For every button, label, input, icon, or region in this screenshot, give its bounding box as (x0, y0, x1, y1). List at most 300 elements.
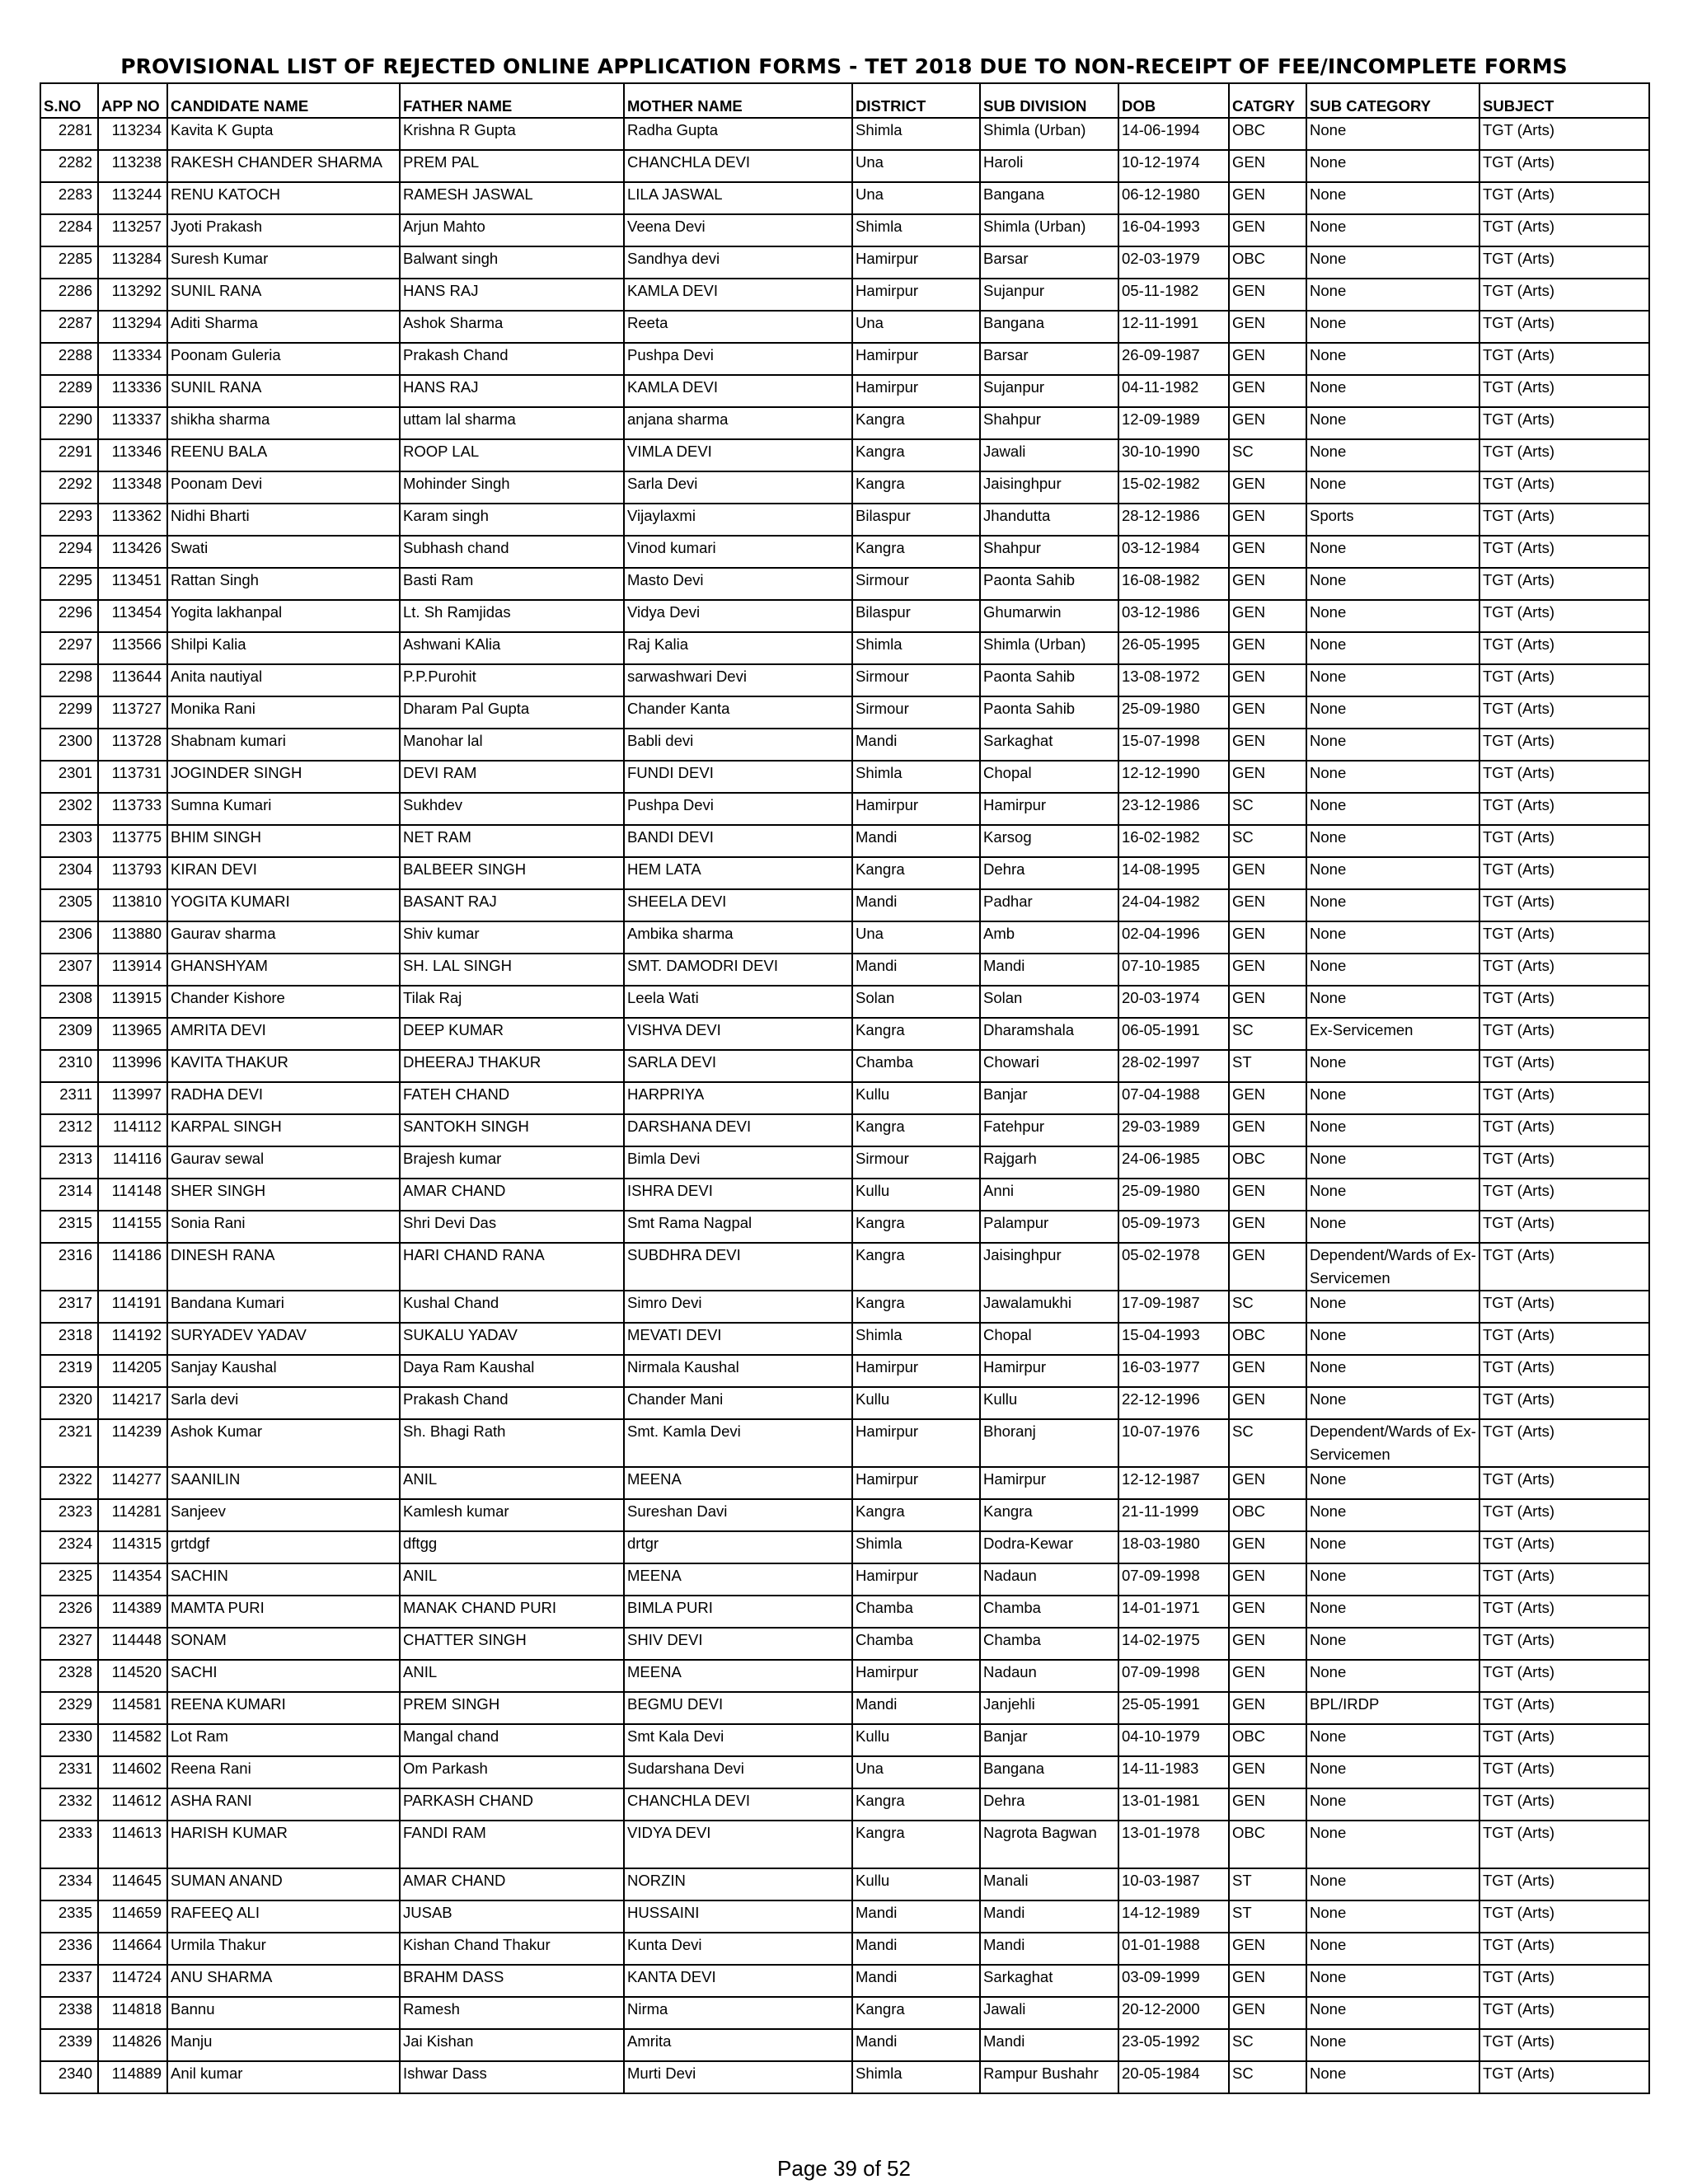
table-cell: None (1306, 568, 1479, 600)
table-row (40, 2029, 1649, 2061)
table-cell: Mandi (852, 954, 980, 986)
table-cell: RAKESH CHANDER SHARMA (167, 150, 400, 182)
table-cell: Shimla (852, 1323, 980, 1355)
table-cell: 2328 (40, 1660, 98, 1692)
table-cell: Nagrota Bagwan (980, 1821, 1118, 1868)
table-cell: 113336 (98, 375, 167, 407)
table-cell: Manali (980, 1868, 1118, 1900)
table-cell: 114582 (98, 1724, 167, 1756)
table-cell: TGT (Arts) (1479, 825, 1649, 857)
column-header: CANDIDATE NAME (167, 83, 400, 118)
table-cell: Kangra (852, 471, 980, 504)
table-cell: Shimla (852, 761, 980, 793)
table-cell: Nirma (624, 1997, 852, 2029)
table-cell: Haroli (980, 150, 1118, 182)
table-cell: Kangra (852, 1821, 980, 1868)
table-cell: Mandi (852, 1965, 980, 1997)
table-cell: Jyoti Prakash (167, 214, 400, 246)
table-cell: 113362 (98, 504, 167, 536)
table-cell: Paonta Sahib (980, 568, 1118, 600)
table-row (40, 1114, 1649, 1146)
table-row (40, 1179, 1649, 1211)
table-cell: Rampur Bushahr (980, 2061, 1118, 2093)
table-cell: Leela Wati (624, 986, 852, 1018)
table-cell: None (1306, 182, 1479, 214)
table-cell: Bhoranj (980, 1419, 1118, 1467)
table-cell: None (1306, 1596, 1479, 1628)
table-cell: Shimla (Urban) (980, 214, 1118, 246)
table-cell: Tilak Raj (400, 986, 624, 1018)
table-cell: None (1306, 1821, 1479, 1868)
table-row (40, 1692, 1649, 1724)
table-cell: 2334 (40, 1868, 98, 1900)
column-header: DOB (1118, 83, 1229, 118)
table-cell: Shilpi Kalia (167, 632, 400, 664)
table-cell: SC (1229, 2061, 1306, 2093)
table-cell: AMRITA DEVI (167, 1018, 400, 1050)
table-cell: Hamirpur (852, 246, 980, 279)
table-cell: Ashwani KAlia (400, 632, 624, 664)
table-cell: 03-12-1984 (1118, 536, 1229, 568)
table-cell: Kangra (852, 857, 980, 889)
table-cell: 113644 (98, 664, 167, 696)
table-cell: Kullu (852, 1868, 980, 1900)
column-header: SUBJECT (1479, 83, 1649, 118)
table-cell: SC (1229, 793, 1306, 825)
table-cell: P.P.Purohit (400, 664, 624, 696)
table-cell: Shahpur (980, 536, 1118, 568)
table-cell: 21-11-1999 (1118, 1499, 1229, 1531)
table-cell: Chamba (852, 1050, 980, 1082)
table-cell: Shimla (Urban) (980, 118, 1118, 150)
table-cell: GEN (1229, 600, 1306, 632)
table-cell: AMAR CHAND (400, 1179, 624, 1211)
table-cell: 02-04-1996 (1118, 921, 1229, 954)
table-cell: Kullu (852, 1179, 980, 1211)
table-cell: Mandi (852, 889, 980, 921)
table-cell: JUSAB (400, 1900, 624, 1933)
table-cell: TGT (Arts) (1479, 246, 1649, 279)
table-cell: TGT (Arts) (1479, 729, 1649, 761)
table-cell: VIDYA DEVI (624, 1821, 852, 1868)
table-cell: Kangra (852, 407, 980, 439)
table-cell: None (1306, 1997, 1479, 2029)
table-cell: 01-01-1988 (1118, 1933, 1229, 1965)
table-cell: None (1306, 729, 1479, 761)
table-cell: Ramesh (400, 1997, 624, 2029)
table-cell: GEN (1229, 182, 1306, 214)
table-cell: ASHA RANI (167, 1788, 400, 1821)
table-cell: ROOP LAL (400, 439, 624, 471)
table-row (40, 150, 1649, 182)
table-cell: Una (852, 921, 980, 954)
table-cell: 07-10-1985 (1118, 954, 1229, 986)
table-cell: TGT (Arts) (1479, 118, 1649, 150)
table-cell: Rattan Singh (167, 568, 400, 600)
table-cell: 114205 (98, 1355, 167, 1387)
table-cell: KAVITA THAKUR (167, 1050, 400, 1082)
table-cell: 2284 (40, 214, 98, 246)
table-cell: Sonia Rani (167, 1211, 400, 1243)
table-cell: Karam singh (400, 504, 624, 536)
table-cell: None (1306, 279, 1479, 311)
table-cell: Rajgarh (980, 1146, 1118, 1179)
table-cell: TGT (Arts) (1479, 889, 1649, 921)
table-cell: Kangra (852, 1499, 980, 1531)
table-cell: Hamirpur (980, 1355, 1118, 1387)
table-cell: 114724 (98, 1965, 167, 1997)
table-cell: Kangra (852, 536, 980, 568)
table-cell: MEENA (624, 1563, 852, 1596)
table-cell: KAMLA DEVI (624, 279, 852, 311)
table-cell: 14-12-1989 (1118, 1900, 1229, 1933)
table-cell: Manohar lal (400, 729, 624, 761)
table-cell: BRAHM DASS (400, 1965, 624, 1997)
table-cell: GEN (1229, 954, 1306, 986)
table-row (40, 761, 1649, 793)
table-cell: None (1306, 1628, 1479, 1660)
table-cell: Gaurav sewal (167, 1146, 400, 1179)
table-cell: Chopal (980, 761, 1118, 793)
table-cell: SHIV DEVI (624, 1628, 852, 1660)
table-cell: 2305 (40, 889, 98, 921)
table-cell: KARPAL SINGH (167, 1114, 400, 1146)
table-cell: VISHVA DEVI (624, 1018, 852, 1050)
table-cell: Hamirpur (980, 793, 1118, 825)
table-row (40, 2061, 1649, 2093)
table-cell: Anni (980, 1179, 1118, 1211)
table-cell: TGT (Arts) (1479, 1291, 1649, 1323)
table-cell: GHANSHYAM (167, 954, 400, 986)
table-cell: 23-05-1992 (1118, 2029, 1229, 2061)
table-cell: Ambika sharma (624, 921, 852, 954)
table-cell: Suresh Kumar (167, 246, 400, 279)
table-cell: 114191 (98, 1291, 167, 1323)
table-cell: 2320 (40, 1387, 98, 1419)
table-cell: Aditi Sharma (167, 311, 400, 343)
table-cell: 113257 (98, 214, 167, 246)
table-cell: NORZIN (624, 1868, 852, 1900)
table-cell: MANAK CHAND PURI (400, 1596, 624, 1628)
table-cell: Hamirpur (852, 1467, 980, 1499)
table-cell: Sirmour (852, 696, 980, 729)
table-cell: GEN (1229, 1660, 1306, 1692)
table-cell: TGT (Arts) (1479, 1146, 1649, 1179)
table-cell: Shiv kumar (400, 921, 624, 954)
table-cell: Kullu (852, 1724, 980, 1756)
table-cell: 2281 (40, 118, 98, 150)
table-cell: 113566 (98, 632, 167, 664)
table-cell: Smt. Kamla Devi (624, 1419, 852, 1467)
table-cell: HANS RAJ (400, 375, 624, 407)
table-cell: Hamirpur (852, 279, 980, 311)
table-cell: 2290 (40, 407, 98, 439)
table-cell: None (1306, 1387, 1479, 1419)
table-cell: 2285 (40, 246, 98, 279)
table-cell: 04-11-1982 (1118, 375, 1229, 407)
table-cell: GEN (1229, 889, 1306, 921)
table-cell: 2307 (40, 954, 98, 986)
table-cell: ST (1229, 1900, 1306, 1933)
table-row (40, 825, 1649, 857)
table-cell: 13-08-1972 (1118, 664, 1229, 696)
table-cell: 113426 (98, 536, 167, 568)
table-cell: JOGINDER SINGH (167, 761, 400, 793)
table-cell: TGT (Arts) (1479, 375, 1649, 407)
table-cell: 113915 (98, 986, 167, 1018)
table-cell: 2336 (40, 1933, 98, 1965)
table-cell: 2335 (40, 1900, 98, 1933)
table-cell: TGT (Arts) (1479, 761, 1649, 793)
table-row (40, 1788, 1649, 1821)
table-cell: SC (1229, 2029, 1306, 2061)
table-cell: Jaisinghpur (980, 471, 1118, 504)
table-cell: 114389 (98, 1596, 167, 1628)
table-cell: Jhandutta (980, 504, 1118, 536)
table-cell: Hamirpur (852, 1355, 980, 1387)
table-row (40, 1933, 1649, 1965)
table-cell: 2303 (40, 825, 98, 857)
table-cell: Dharam Pal Gupta (400, 696, 624, 729)
table-cell: Murti Devi (624, 2061, 852, 2093)
table-cell: Krishna R Gupta (400, 118, 624, 150)
table-cell: Urmila Thakur (167, 1933, 400, 1965)
table-cell: None (1306, 471, 1479, 504)
table-cell: Jawalamukhi (980, 1291, 1118, 1323)
table-cell: 13-01-1981 (1118, 1788, 1229, 1821)
table-cell: None (1306, 2029, 1479, 2061)
table-cell: None (1306, 1355, 1479, 1387)
table-cell: Banjar (980, 1724, 1118, 1756)
table-cell: SAANILIN (167, 1467, 400, 1499)
table-cell: 114645 (98, 1868, 167, 1900)
table-cell: Subhash chand (400, 536, 624, 568)
table-cell: Bangana (980, 311, 1118, 343)
table-cell: FATEH CHAND (400, 1082, 624, 1114)
table-cell: Mohinder Singh (400, 471, 624, 504)
table-cell: RADHA DEVI (167, 1082, 400, 1114)
table-cell: Chowari (980, 1050, 1118, 1082)
table-cell: DARSHANA DEVI (624, 1114, 852, 1146)
table-cell: 2286 (40, 279, 98, 311)
table-cell: Mandi (852, 2029, 980, 2061)
table-cell: 2282 (40, 150, 98, 182)
table-cell: CHATTER SINGH (400, 1628, 624, 1660)
table-row (40, 1243, 1649, 1291)
table-cell: Chander Kanta (624, 696, 852, 729)
table-cell: SC (1229, 1291, 1306, 1323)
table-cell: ST (1229, 1050, 1306, 1082)
table-row (40, 793, 1649, 825)
table-cell: 10-12-1974 (1118, 150, 1229, 182)
table-cell: 113914 (98, 954, 167, 986)
table-cell: GEN (1229, 1756, 1306, 1788)
table-cell: OBC (1229, 1724, 1306, 1756)
table-cell: TGT (Arts) (1479, 1050, 1649, 1082)
table-cell: Shimla (852, 1531, 980, 1563)
table-body (40, 118, 1649, 2093)
table-cell: TGT (Arts) (1479, 1114, 1649, 1146)
column-header: SUB CATEGORY (1306, 83, 1479, 118)
table-cell: Mandi (980, 2029, 1118, 2061)
table-cell: Shimla (852, 2061, 980, 2093)
table-cell: 2329 (40, 1692, 98, 1724)
table-row (40, 1467, 1649, 1499)
table-cell: Bilaspur (852, 504, 980, 536)
table-cell: 28-02-1997 (1118, 1050, 1229, 1082)
table-cell: anjana sharma (624, 407, 852, 439)
table-cell: Dodra-Kewar (980, 1531, 1118, 1563)
table-cell: Chamba (980, 1596, 1118, 1628)
table-cell: BASANT RAJ (400, 889, 624, 921)
table-cell: GEN (1229, 407, 1306, 439)
table-cell: RENU KATOCH (167, 182, 400, 214)
table-cell: grtdgf (167, 1531, 400, 1563)
table-cell: 114826 (98, 2029, 167, 2061)
table-cell: None (1306, 1050, 1479, 1082)
table-cell: None (1306, 1756, 1479, 1788)
table-cell: GEN (1229, 375, 1306, 407)
table-cell: GEN (1229, 1211, 1306, 1243)
table-cell: sarwashwari Devi (624, 664, 852, 696)
table-cell: Shimla (852, 118, 980, 150)
table-cell: 2297 (40, 632, 98, 664)
table-cell: Kangra (852, 1243, 980, 1291)
table-cell: 03-09-1999 (1118, 1965, 1229, 1997)
table-cell: TGT (Arts) (1479, 1211, 1649, 1243)
table-cell: Karsog (980, 825, 1118, 857)
table-cell: GEN (1229, 536, 1306, 568)
table-cell: REENA KUMARI (167, 1692, 400, 1724)
table-cell: None (1306, 118, 1479, 150)
table-cell: None (1306, 1965, 1479, 1997)
table-cell: TGT (Arts) (1479, 1596, 1649, 1628)
table-cell: Hamirpur (852, 1419, 980, 1467)
table-cell: 04-10-1979 (1118, 1724, 1229, 1756)
table-cell: Dharamshala (980, 1018, 1118, 1050)
table-cell: Chopal (980, 1323, 1118, 1355)
table-cell: None (1306, 793, 1479, 825)
table-cell: OBC (1229, 1146, 1306, 1179)
table-cell: TGT (Arts) (1479, 182, 1649, 214)
table-cell: Chamba (852, 1596, 980, 1628)
table-row (40, 311, 1649, 343)
table-cell: 114520 (98, 1660, 167, 1692)
table-cell: Amrita (624, 2029, 852, 2061)
table-cell: Shabnam kumari (167, 729, 400, 761)
table-cell: Reeta (624, 311, 852, 343)
table-cell: GEN (1229, 279, 1306, 311)
table-cell: 17-09-1987 (1118, 1291, 1229, 1323)
table-cell: Sh. Bhagi Rath (400, 1419, 624, 1467)
table-cell: 114612 (98, 1788, 167, 1821)
table-cell: DEEP KUMAR (400, 1018, 624, 1050)
table-row (40, 1018, 1649, 1050)
table-cell: 113284 (98, 246, 167, 279)
table-cell: CHANCHLA DEVI (624, 1788, 852, 1821)
table-cell: SC (1229, 1018, 1306, 1050)
table-cell: dftgg (400, 1531, 624, 1563)
table-cell: GEN (1229, 1355, 1306, 1387)
table-cell: Shimla (852, 214, 980, 246)
table-cell: 114116 (98, 1146, 167, 1179)
table-cell: Sirmour (852, 568, 980, 600)
table-cell: TGT (Arts) (1479, 1628, 1649, 1660)
table-cell: 10-07-1976 (1118, 1419, 1229, 1467)
table-cell: MEENA (624, 1660, 852, 1692)
table-cell: GEN (1229, 1788, 1306, 1821)
table-cell: 13-01-1978 (1118, 1821, 1229, 1868)
table-cell: Balwant singh (400, 246, 624, 279)
table-cell: Kunta Devi (624, 1933, 852, 1965)
table-cell: 16-08-1982 (1118, 568, 1229, 600)
table-cell: TGT (Arts) (1479, 1179, 1649, 1211)
table-row (40, 118, 1649, 150)
page-number: Page 39 of 52 (777, 2156, 911, 2181)
table-cell: 2306 (40, 921, 98, 954)
table-cell: DEVI RAM (400, 761, 624, 793)
table-cell: GEN (1229, 504, 1306, 536)
table-cell: Pushpa Devi (624, 343, 852, 375)
table-cell: None (1306, 1323, 1479, 1355)
table-cell: None (1306, 954, 1479, 986)
table-row (40, 664, 1649, 696)
table-cell: Barsar (980, 343, 1118, 375)
table-cell: Sarla devi (167, 1387, 400, 1419)
table-cell: 114277 (98, 1467, 167, 1499)
table-cell: 114818 (98, 1997, 167, 2029)
table-cell: TGT (Arts) (1479, 1355, 1649, 1387)
table-cell: TGT (Arts) (1479, 536, 1649, 568)
table-cell: 114354 (98, 1563, 167, 1596)
table-cell: Nadaun (980, 1660, 1118, 1692)
table-cell: Kangra (852, 1211, 980, 1243)
table-cell: TGT (Arts) (1479, 1323, 1649, 1355)
table-cell: Masto Devi (624, 568, 852, 600)
table-cell: None (1306, 1179, 1479, 1211)
table-cell: 113294 (98, 311, 167, 343)
table-cell: 113810 (98, 889, 167, 921)
table-cell: Una (852, 150, 980, 182)
table-cell: 20-03-1974 (1118, 986, 1229, 1018)
table-cell: 114112 (98, 1114, 167, 1146)
table-cell: Kavita K Gupta (167, 118, 400, 150)
table-cell: GEN (1229, 568, 1306, 600)
rejected-applications-table (40, 82, 1650, 2094)
table-cell: 25-05-1991 (1118, 1692, 1229, 1724)
table-cell: Sumna Kumari (167, 793, 400, 825)
table-cell: TGT (Arts) (1479, 1387, 1649, 1419)
table-cell: TGT (Arts) (1479, 921, 1649, 954)
table-cell: BPL/IRDP (1306, 1692, 1479, 1724)
table-cell: 113348 (98, 471, 167, 504)
table-cell: 05-09-1973 (1118, 1211, 1229, 1243)
table-cell: Dehra (980, 857, 1118, 889)
table-cell: 05-11-1982 (1118, 279, 1229, 311)
table-cell: Mandi (852, 1900, 980, 1933)
table-cell: TGT (Arts) (1479, 1965, 1649, 1997)
table-cell: Kangra (852, 1291, 980, 1323)
table-cell: Poonam Guleria (167, 343, 400, 375)
table-row (40, 504, 1649, 536)
table-cell: GEN (1229, 1933, 1306, 1965)
table-cell: None (1306, 311, 1479, 343)
table-cell: PREM SINGH (400, 1692, 624, 1724)
table-cell: SACHIN (167, 1563, 400, 1596)
table-cell: 02-03-1979 (1118, 246, 1229, 279)
table-cell: TGT (Arts) (1479, 1660, 1649, 1692)
table-cell: None (1306, 986, 1479, 1018)
